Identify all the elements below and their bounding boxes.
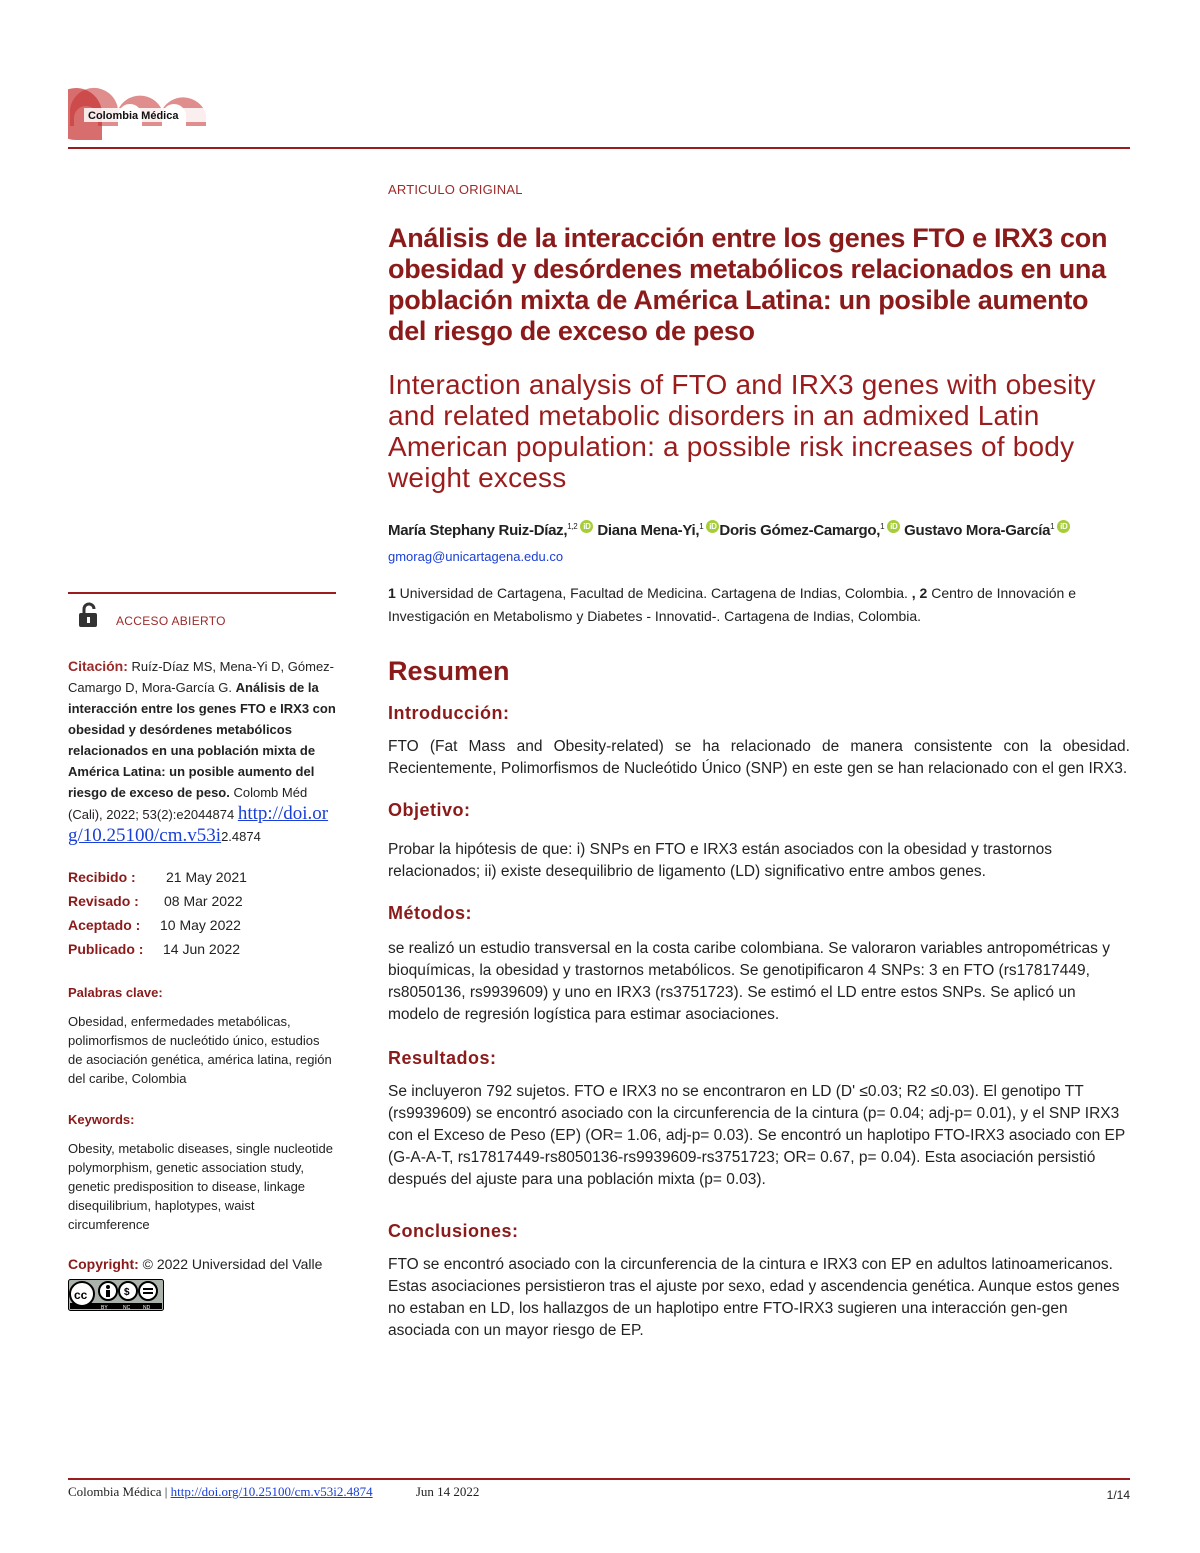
affiliations: [388, 582, 1130, 628]
article-type: ARTICULO ORIGINAL: [388, 182, 523, 197]
cc-by-nc-nd-badge[interactable]: [68, 1279, 164, 1311]
citation-label: Citación:: [68, 658, 128, 674]
affiliation-number: 1: [388, 585, 396, 601]
svg-text:ND: ND: [143, 1305, 151, 1311]
author-name[interactable]: María Stephany Ruiz-Díaz,: [388, 522, 568, 539]
keywords-es-label: Palabras clave:: [68, 985, 163, 1000]
keywords-es: Obesidad, enfermedades metabólicas, polimorfismos de nucleótido único, estudios de asociación genética, américa latina, región del caribe, Colombia: [68, 1014, 332, 1086]
journal-logo: [68, 74, 208, 146]
section-heading-objective: Objetivo:: [388, 800, 471, 820]
date-row: [68, 913, 336, 937]
open-access-row: [68, 592, 336, 632]
date-label: Revisado :: [68, 893, 139, 909]
section-heading-conclusions: Conclusiones:: [388, 1221, 519, 1241]
copyright: [68, 1254, 336, 1275]
author-affiliation: 1: [1050, 522, 1055, 531]
footer: [68, 1484, 1130, 1500]
date-label: Recibido :: [68, 869, 136, 885]
orcid-icon[interactable]: iD: [580, 520, 593, 533]
citation-doi-link[interactable]: http://doi.org/10.25100/cm.v53i: [68, 803, 329, 846]
author-name[interactable]: Doris Gómez-Camargo,: [719, 522, 881, 539]
section-heading-methods: Métodos:: [388, 903, 472, 923]
date-row: [68, 937, 336, 961]
corresponding-email[interactable]: gmorag@unicartagena.edu.co: [388, 549, 564, 564]
title-spanish: Análisis de la interacción entre los genes FTO e IRX3 con obesidad y desórdenes metabólicos relacionados en una población mixta de América Latina: un posible aumento del riesgo de exceso de peso: [388, 223, 1108, 346]
header-rule: [68, 147, 1130, 149]
svg-text:BY: BY: [101, 1305, 108, 1311]
citation-journal: Colomb Méd (Cali), 2022; 53(2):e2044874: [68, 785, 308, 822]
keywords-en: Obesity, metabolic diseases, single nucleotide polymorphism, genetic association study, genetic predisposition to disease, linkage disequilibrium, haplotypes, waist circumference: [68, 1141, 333, 1232]
citation-doi-tail: 2.4874: [221, 829, 261, 844]
svg-text:NC: NC: [123, 1305, 131, 1311]
section-text-methods: se realizó un estudio transversal en la costa caribe colombiana. Se valoraron variables antropométricas y bioquímicas, la obesidad y trastornos metabólicos. Se genotipificaron 4 SNPs: 3 en FTO (rs17817449, rs8050136, rs9939609) y uno en IRX3 (rs3751723). Se estimó el LD entre estos SNPs. Se aplicó un modelo de regresión logística para estimar asociaciones.: [388, 940, 1110, 1023]
affiliation-number: 2: [919, 585, 928, 601]
abstract-heading: Resumen: [388, 656, 510, 686]
page-number: 1/14: [1106, 1488, 1130, 1502]
citation-authors: Ruíz-Díaz MS, Mena-Yi D, Gómez-Camargo D, Mora-García G.: [68, 659, 335, 695]
author-affiliation: 1: [880, 522, 885, 531]
date-row: [68, 865, 336, 889]
orcid-icon[interactable]: iD: [887, 520, 900, 533]
orcid-icon[interactable]: iD: [1057, 520, 1070, 533]
author-name[interactable]: Diana Mena-Yi,: [597, 522, 700, 539]
svg-text:cc: cc: [74, 1288, 88, 1302]
author-affiliation: 1,2: [567, 522, 578, 531]
footer-doi-link[interactable]: http://doi.org/10.25100/cm.v53i2.4874: [170, 1484, 373, 1499]
affiliation-text: Centro de Innovación e Investigación en Metabolismo y Diabetes - Innovatid-. Cartagena de Indias, Colombia.: [388, 585, 1076, 624]
author-list: [388, 515, 1130, 543]
date-value: 14 Jun 2022: [163, 941, 241, 957]
date-value: 10 May 2022: [160, 917, 241, 933]
orcid-icon[interactable]: iD: [706, 520, 719, 533]
copyright-text: © 2022 Universidad del Valle: [138, 1256, 323, 1272]
open-access-label: ACCESO ABIERTO: [116, 614, 226, 628]
date-value: 21 May 2021: [166, 869, 247, 885]
citation-title: Análisis de la interacción entre los genes FTO e IRX3 con obesidad y desórdenes metabólicos relacionados en una población mixta de América Latina: un posible aumento del riesgo de exceso de peso.: [68, 680, 336, 800]
logo-text: Colombia Médica: [88, 110, 179, 122]
section-text-objective: Probar la hipótesis de que: i) SNPs en FTO e IRX3 están asociados con la obesidad y trastornos relacionados; ii) existe desequilibrio de ligamento (LD) significativo entre ambos genes.: [388, 841, 1052, 880]
sidebar-rule: [68, 592, 336, 594]
footer-date: Jun 14 2022: [415, 1484, 480, 1499]
date-label: Publicado :: [68, 941, 144, 957]
affiliation-text: Universidad de Cartagena, Facultad de Medicina. Cartagena de Indias, Colombia.: [395, 585, 912, 601]
section-text-introduction: FTO (Fat Mass and Obesity-related) se ha relacionado de manera consistente con la obesidad. Recientemente, Polimorfismos de Nucleótido Único (SNP) en este gen se han relacionado con el gen IRX3.: [388, 738, 1130, 777]
section-heading-introduction: Introducción:: [388, 703, 510, 723]
date-label: Aceptado :: [68, 917, 141, 933]
date-row: [68, 889, 336, 913]
section-heading-results: Resultados:: [388, 1048, 497, 1068]
section-text-results: Se incluyeron 792 sujetos. FTO e IRX3 no se encontraron en LD (D' ≤0.03; R2 ≤0.03). El genotipo TT (rs9939609) se encontró asociado con la circunferencia de la cintura (p= 0.04; adj-p= 0.01), y el SNP IRX3 con el Exceso de Peso (EP) (OR= 1.06, adj-p= 0.03). Se encontró un haplotipo FTO-IRX3 asociado con EP (G-A-A-T, rs17817449-rs8050136-rs9939609-rs3751723; OR= 0.67, p= 0.04). Esta asociación persistió después del ajuste para una población mixta (p= 0.03).: [388, 1083, 1125, 1188]
main-column: [388, 178, 1130, 1342]
open-lock-icon: [78, 602, 100, 631]
author-name[interactable]: Gustavo Mora-García: [904, 522, 1051, 539]
sidebar: [68, 592, 336, 1311]
copyright-label: Copyright:: [68, 1256, 139, 1272]
svg-text:$: $: [124, 1287, 130, 1298]
dates-block: [68, 865, 336, 961]
citation: [68, 656, 336, 847]
title-english: Interaction analysis of FTO and IRX3 genes with obesity and related metabolic disorders in an admixed Latin American population: a possible risk increases of body weight excess: [388, 369, 1096, 493]
section-text-conclusions: FTO se encontró asociado con la circunferencia de la cintura e IRX3 con EP en adultos latinoamericanos. Estas asociaciones persistieron tras el ajuste por sexo, edad y ascendencia genética. Aunque estos genes no estaban en LD, los hallazgos de un haplotipo entre FTO-IRX3 sugieren una interacción gen-gen asociada con un mayor riesgo de EP.: [388, 1256, 1120, 1339]
footer-journal: Colombia Médica |: [68, 1484, 171, 1499]
author-affiliation: 1: [699, 522, 704, 531]
keywords-en-label: Keywords:: [68, 1112, 135, 1127]
footer-rule: [68, 1478, 1130, 1480]
affiliation-separator: ,: [911, 585, 920, 601]
date-value: 08 Mar 2022: [164, 893, 243, 909]
